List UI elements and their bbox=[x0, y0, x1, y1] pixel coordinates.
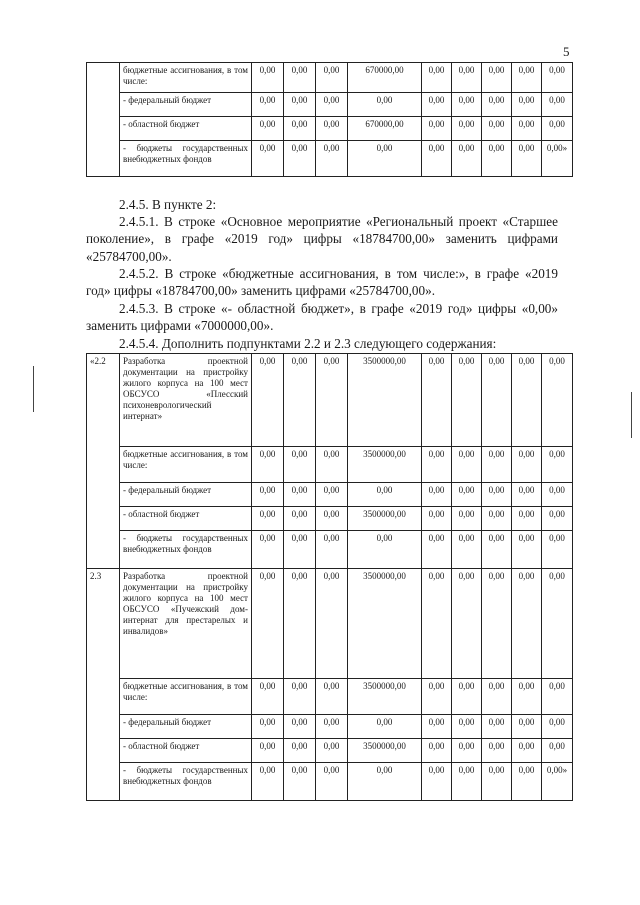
subitem-number: «2.2 bbox=[87, 354, 120, 569]
value-cell: 0,00 bbox=[542, 354, 573, 447]
value-cell: 0,00 bbox=[252, 117, 284, 141]
value-cell: 0,00 bbox=[482, 117, 512, 141]
row-description: - бюджеты государственных внебюджетных фондов bbox=[120, 763, 252, 801]
value-cell: 0,00 bbox=[422, 93, 452, 117]
value-cell: 0,00 bbox=[348, 763, 422, 801]
subitem-number: 2.3 bbox=[87, 569, 120, 801]
value-cell: 0,00 bbox=[512, 141, 542, 177]
value-cell: 0,00 bbox=[542, 117, 573, 141]
row-description: - областной бюджет bbox=[120, 507, 252, 531]
value-cell: 0,00 bbox=[252, 354, 284, 447]
value-cell: 0,00 bbox=[284, 715, 316, 739]
value-cell: 0,00 bbox=[348, 715, 422, 739]
table-row bbox=[87, 93, 573, 117]
value-cell: 0,00 bbox=[512, 531, 542, 569]
value-cell: 0,00 bbox=[284, 141, 316, 177]
paragraph-2-4-5-4: 2.4.5.4. Дополнить подпунктами 2.2 и 2.3 следующего содержания: bbox=[119, 336, 497, 351]
value-cell: 0,00 bbox=[452, 141, 482, 177]
value-cell: 0,00 bbox=[422, 679, 452, 715]
value-cell: 0,00 bbox=[348, 531, 422, 569]
value-cell: 0,00 bbox=[252, 63, 284, 93]
value-cell: 0,00 bbox=[422, 715, 452, 739]
value-cell: 0,00 bbox=[422, 447, 452, 483]
table-row bbox=[87, 354, 573, 447]
value-cell: 3500000,00 bbox=[348, 569, 422, 679]
value-cell: 0,00 bbox=[542, 739, 573, 763]
value-cell: 0,00 bbox=[482, 679, 512, 715]
subitems-budget-table bbox=[86, 353, 573, 801]
table-row bbox=[87, 483, 573, 507]
value-cell: 0,00» bbox=[542, 763, 573, 801]
row-description: - бюджеты государственных внебюджетных фондов bbox=[120, 531, 252, 569]
margin-mark-right bbox=[631, 392, 632, 438]
value-cell: 0,00 bbox=[542, 569, 573, 679]
value-cell: 0,00 bbox=[512, 117, 542, 141]
value-cell: 3500000,00 bbox=[348, 354, 422, 447]
table-row bbox=[87, 117, 573, 141]
paragraph-2-4-5: 2.4.5. В пункте 2: bbox=[119, 197, 217, 212]
row-description: бюджетные ассигнования, в том числе: bbox=[120, 447, 252, 483]
value-cell: 0,00 bbox=[452, 447, 482, 483]
value-cell: 0,00 bbox=[422, 141, 452, 177]
value-cell: 0,00 bbox=[452, 763, 482, 801]
row-description: - областной бюджет bbox=[120, 739, 252, 763]
value-cell: 0,00 bbox=[316, 354, 348, 447]
margin-mark-left bbox=[33, 366, 34, 412]
value-cell: 0,00 bbox=[252, 739, 284, 763]
paragraph-2-4-5-2: 2.4.5.2. В строке «бюджетные ассигнования, в том числе:», в графе «2019 год» цифры «18784700,00» заменить цифрами «25784700,00». bbox=[86, 266, 558, 299]
top-budget-table bbox=[86, 62, 573, 177]
value-cell: 0,00 bbox=[252, 507, 284, 531]
value-cell: 0,00 bbox=[452, 507, 482, 531]
value-cell: 0,00 bbox=[284, 739, 316, 763]
value-cell: 3500000,00 bbox=[348, 739, 422, 763]
value-cell: 0,00 bbox=[512, 93, 542, 117]
value-cell: 0,00 bbox=[252, 531, 284, 569]
value-cell: 0,00 bbox=[422, 354, 452, 447]
value-cell: 0,00 bbox=[512, 739, 542, 763]
value-cell: 0,00 bbox=[452, 483, 482, 507]
table-row bbox=[87, 63, 573, 93]
value-cell: 0,00 bbox=[512, 507, 542, 531]
value-cell: 0,00 bbox=[422, 483, 452, 507]
paragraph-2-4-5-3: 2.4.5.3. В строке «- областной бюджет», в графе «2019 год» цифры «0,00» заменить цифрами «7000000,00». bbox=[86, 301, 558, 334]
value-cell: 0,00 bbox=[512, 354, 542, 447]
value-cell: 0,00 bbox=[284, 483, 316, 507]
value-cell: 0,00 bbox=[284, 763, 316, 801]
value-cell: 0,00 bbox=[512, 679, 542, 715]
value-cell: 0,00 bbox=[316, 63, 348, 93]
row-description: Разработка проектной документации на пристройку жилого корпуса на 100 мест ОБСУСО «Плесский психоневрологический интернат» bbox=[120, 354, 252, 447]
row-description: - областной бюджет bbox=[120, 117, 252, 141]
table-row bbox=[87, 739, 573, 763]
row-description: бюджетные ассигнования, в том числе: bbox=[120, 679, 252, 715]
row-description: - бюджеты государственных внебюджетных фондов bbox=[120, 141, 252, 177]
value-cell: 0,00 bbox=[284, 63, 316, 93]
value-cell: 0,00 bbox=[252, 569, 284, 679]
value-cell: 0,00 bbox=[316, 715, 348, 739]
value-cell: 0,00 bbox=[316, 739, 348, 763]
value-cell: 0,00 bbox=[284, 93, 316, 117]
value-cell: 0,00 bbox=[316, 93, 348, 117]
value-cell: 0,00 bbox=[452, 117, 482, 141]
table-row bbox=[87, 679, 573, 715]
value-cell: 0,00 bbox=[422, 763, 452, 801]
value-cell: 3500000,00 bbox=[348, 447, 422, 483]
value-cell: 0,00 bbox=[482, 763, 512, 801]
table-row bbox=[87, 763, 573, 801]
row-description: - федеральный бюджет bbox=[120, 715, 252, 739]
value-cell: 0,00 bbox=[482, 63, 512, 93]
value-cell: 0,00 bbox=[482, 531, 512, 569]
value-cell: 0,00 bbox=[482, 507, 512, 531]
value-cell: 0,00 bbox=[512, 715, 542, 739]
value-cell: 0,00 bbox=[316, 569, 348, 679]
value-cell: 0,00 bbox=[482, 354, 512, 447]
value-cell: 0,00 bbox=[316, 763, 348, 801]
value-cell: 0,00 bbox=[348, 483, 422, 507]
table-row bbox=[87, 531, 573, 569]
page-number: 5 bbox=[563, 44, 570, 59]
value-cell: 0,00» bbox=[542, 141, 573, 177]
value-cell: 0,00 bbox=[512, 447, 542, 483]
value-cell: 0,00 bbox=[482, 569, 512, 679]
value-cell: 0,00 bbox=[348, 141, 422, 177]
table-row bbox=[87, 141, 573, 177]
value-cell: 0,00 bbox=[284, 531, 316, 569]
value-cell: 0,00 bbox=[252, 141, 284, 177]
value-cell: 0,00 bbox=[348, 93, 422, 117]
value-cell: 0,00 bbox=[316, 447, 348, 483]
value-cell: 0,00 bbox=[542, 507, 573, 531]
table-row bbox=[87, 507, 573, 531]
value-cell: 0,00 bbox=[422, 63, 452, 93]
value-cell: 0,00 bbox=[422, 739, 452, 763]
value-cell: 0,00 bbox=[252, 483, 284, 507]
value-cell: 0,00 bbox=[422, 117, 452, 141]
row-number-cell bbox=[87, 63, 120, 177]
value-cell: 0,00 bbox=[284, 507, 316, 531]
value-cell: 0,00 bbox=[452, 531, 482, 569]
value-cell: 0,00 bbox=[316, 531, 348, 569]
value-cell: 0,00 bbox=[252, 715, 284, 739]
table-row bbox=[87, 569, 573, 679]
value-cell: 0,00 bbox=[542, 447, 573, 483]
value-cell: 0,00 bbox=[316, 483, 348, 507]
value-cell: 3500000,00 bbox=[348, 507, 422, 531]
value-cell: 0,00 bbox=[452, 739, 482, 763]
value-cell: 0,00 bbox=[542, 679, 573, 715]
table-row bbox=[87, 715, 573, 739]
table-row bbox=[87, 447, 573, 483]
value-cell: 0,00 bbox=[284, 117, 316, 141]
paragraph-2-4-5-1: 2.4.5.1. В строке «Основное мероприятие «Региональный проект «Старшее поколение», в графе «2019 год» цифры «18784700,00» заменить цифрами «25784700,00». bbox=[86, 214, 558, 264]
value-cell: 0,00 bbox=[316, 117, 348, 141]
value-cell: 0,00 bbox=[284, 354, 316, 447]
value-cell: 0,00 bbox=[542, 531, 573, 569]
row-description: бюджетные ассигнования, в том числе: bbox=[120, 63, 252, 93]
value-cell: 0,00 bbox=[452, 679, 482, 715]
value-cell: 0,00 bbox=[482, 141, 512, 177]
value-cell: 0,00 bbox=[542, 483, 573, 507]
value-cell: 0,00 bbox=[482, 483, 512, 507]
value-cell: 0,00 bbox=[452, 569, 482, 679]
value-cell: 0,00 bbox=[252, 763, 284, 801]
value-cell: 0,00 bbox=[422, 507, 452, 531]
value-cell: 0,00 bbox=[542, 715, 573, 739]
value-cell: 0,00 bbox=[316, 141, 348, 177]
value-cell: 3500000,00 bbox=[348, 679, 422, 715]
value-cell: 0,00 bbox=[422, 531, 452, 569]
value-cell: 0,00 bbox=[284, 447, 316, 483]
value-cell: 0,00 bbox=[512, 569, 542, 679]
value-cell: 0,00 bbox=[482, 447, 512, 483]
value-cell: 0,00 bbox=[482, 739, 512, 763]
value-cell: 0,00 bbox=[542, 63, 573, 93]
value-cell: 670000,00 bbox=[348, 117, 422, 141]
row-description: - федеральный бюджет bbox=[120, 483, 252, 507]
value-cell: 0,00 bbox=[452, 354, 482, 447]
value-cell: 0,00 bbox=[452, 63, 482, 93]
value-cell: 0,00 bbox=[284, 679, 316, 715]
value-cell: 0,00 bbox=[452, 715, 482, 739]
row-description: Разработка проектной документации на пристройку жилого корпуса на 100 мест ОБСУСО «Пучежский дом-интернат для престарелых и инвалидов» bbox=[120, 569, 252, 679]
value-cell: 0,00 bbox=[252, 679, 284, 715]
value-cell: 0,00 bbox=[482, 715, 512, 739]
value-cell: 0,00 bbox=[542, 93, 573, 117]
value-cell: 0,00 bbox=[252, 447, 284, 483]
value-cell: 0,00 bbox=[316, 679, 348, 715]
value-cell: 0,00 bbox=[284, 569, 316, 679]
value-cell: 0,00 bbox=[316, 507, 348, 531]
value-cell: 0,00 bbox=[452, 93, 482, 117]
row-description: - федеральный бюджет bbox=[120, 93, 252, 117]
value-cell: 0,00 bbox=[512, 763, 542, 801]
value-cell: 0,00 bbox=[512, 483, 542, 507]
value-cell: 0,00 bbox=[482, 93, 512, 117]
value-cell: 670000,00 bbox=[348, 63, 422, 93]
value-cell: 0,00 bbox=[252, 93, 284, 117]
value-cell: 0,00 bbox=[422, 569, 452, 679]
value-cell: 0,00 bbox=[512, 63, 542, 93]
